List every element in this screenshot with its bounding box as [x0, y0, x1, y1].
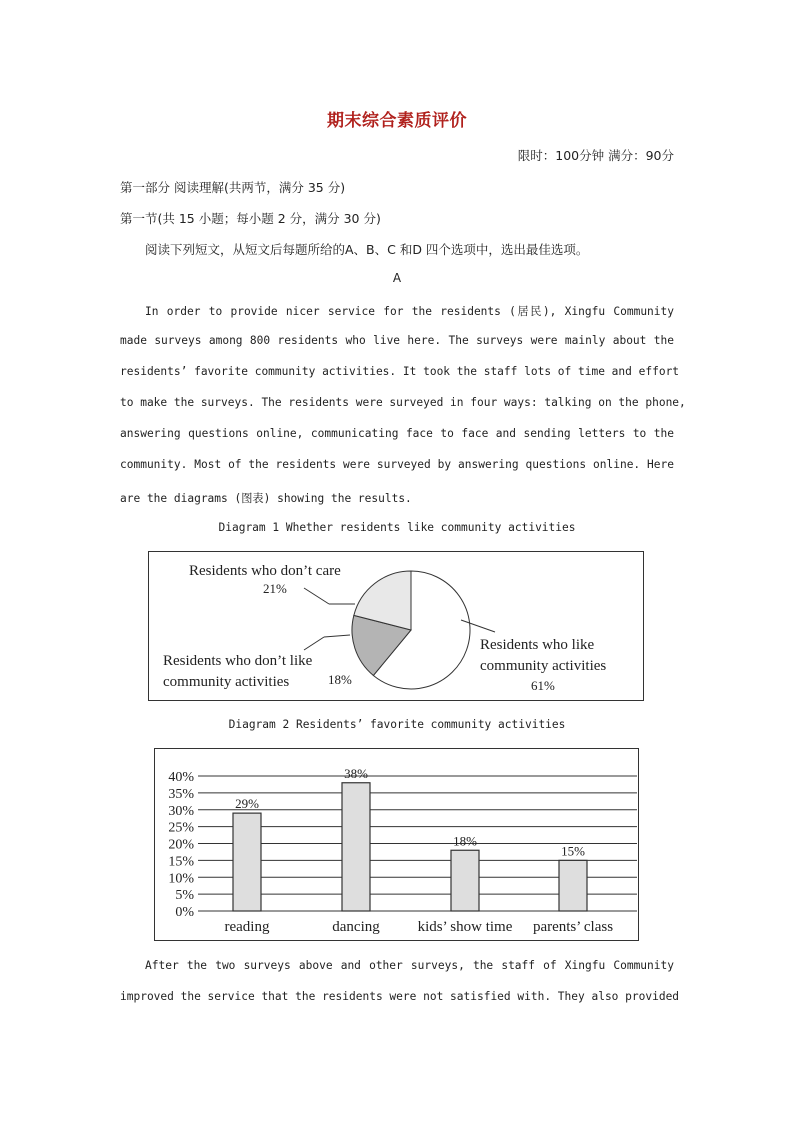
y-tick-label: 15%: [168, 854, 194, 870]
bar: [559, 860, 587, 911]
passage-line: to make the surveys. The residents were surveyed in four ways: talking on the phone,: [120, 396, 686, 409]
passage-label: A: [392, 271, 402, 285]
y-tick-label: 35%: [168, 786, 194, 802]
bar-value-label: 29%: [235, 796, 259, 812]
bar-chart: [155, 749, 637, 939]
label-dont-like-line1: Residents who don’t like: [163, 653, 313, 669]
y-tick-label: 20%: [168, 837, 194, 853]
passage-line: After the two surveys above and other surveys, the staff of Xingfu Community: [145, 959, 674, 972]
time-limit-info: 限时：100分钟 满分：90分: [517, 148, 674, 163]
passage-line: residents’ favorite community activities. It took the staff lots of time and effort: [120, 365, 680, 378]
y-tick-label: 5%: [175, 888, 194, 904]
y-tick-label: 25%: [168, 820, 194, 836]
y-tick-label: 10%: [168, 871, 194, 887]
bar-chart-frame: [154, 748, 639, 941]
diagram1-caption: Diagram 1 Whether residents like community activities: [218, 521, 576, 534]
bar-value-label: 18%: [453, 833, 477, 849]
label-dont-like-line2: community activities: [163, 674, 290, 690]
label-like-line1: Residents who like: [480, 637, 595, 653]
x-category-label: reading: [224, 919, 270, 935]
y-tick-label: 30%: [168, 803, 194, 819]
passage-line: community. Most of the residents were surveyed by answering questions online. Here: [120, 458, 674, 471]
passage-line: made surveys among 800 residents who live here. The surveys were mainly about the: [120, 334, 674, 347]
passage-line: answering questions online, communicating face to face and sending letters to the: [120, 427, 674, 440]
x-category-label: dancing: [332, 919, 380, 935]
page-title: 期末综合素质评价: [327, 111, 467, 131]
pie-chart: [149, 552, 642, 699]
section-heading: 第一节(共 15 小题；每小题 2 分，满分 30 分): [120, 211, 381, 226]
pct-dont-care: 21%: [263, 581, 287, 596]
pct-like: 61%: [531, 678, 555, 693]
passage-line: are the diagrams (图表) showing the results.: [120, 492, 412, 505]
x-category-label: parents’ class: [532, 919, 614, 935]
y-tick-label: 40%: [168, 770, 194, 785]
bar-value-label: 15%: [561, 843, 585, 859]
passage-line: improved the service that the residents were not satisfied with. They also provided: [120, 990, 680, 1003]
diagram2-caption: Diagram 2 Residents’ favorite community activities: [228, 718, 566, 731]
part-heading: 第一部分 阅读理解(共两节，满分 35 分): [120, 180, 346, 195]
bar-value-label: 38%: [344, 765, 368, 781]
pct-dont-like: 18%: [328, 672, 352, 687]
bar: [451, 850, 479, 911]
bar: [233, 813, 261, 911]
passage-line: In order to provide nicer service for the residents (居民), Xingfu Community: [145, 305, 674, 318]
bar: [342, 783, 370, 911]
label-like-line2: community activities: [480, 658, 607, 674]
pie-chart-frame: [148, 551, 644, 701]
instruction-text: 阅读下列短文，从短文后每题所给的A、B、C 和D 四个选项中，选出最佳选项。: [145, 242, 589, 257]
label-dont-care: Residents who don’t care: [189, 563, 341, 579]
x-category-label: kids’ show time: [417, 919, 513, 935]
y-tick-label: 0%: [175, 905, 194, 920]
